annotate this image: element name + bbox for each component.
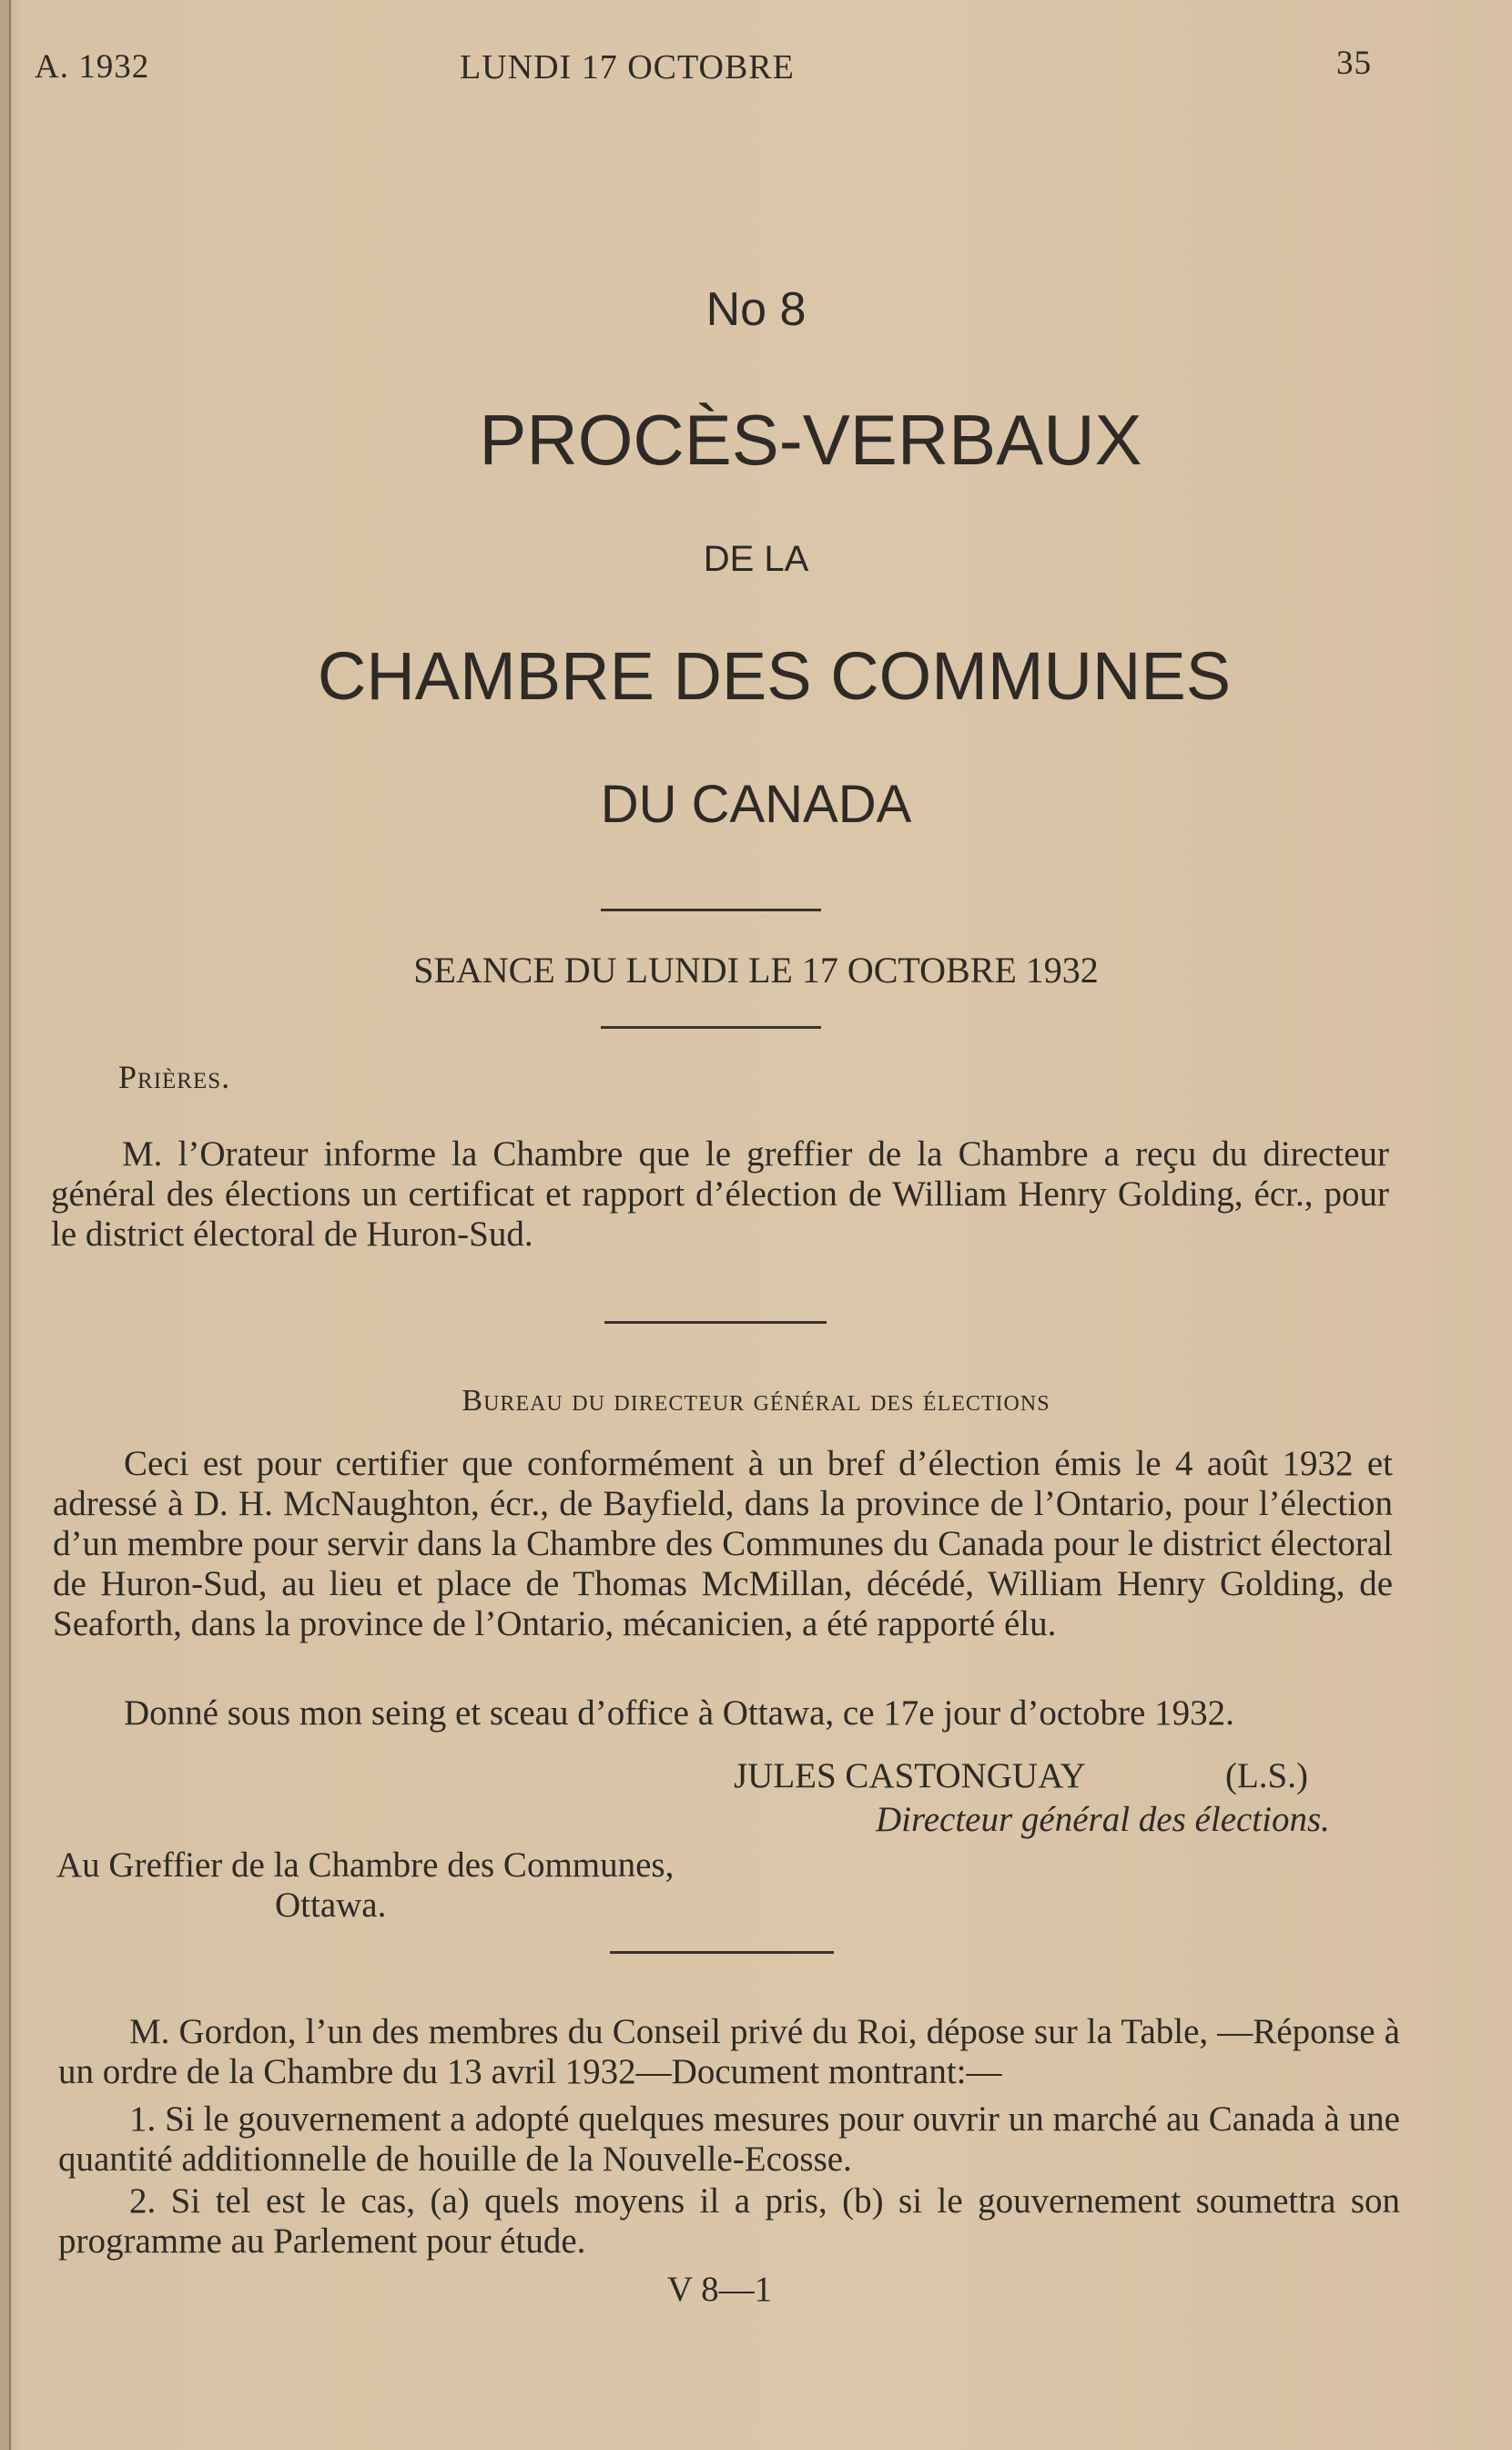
divider-rule (601, 909, 821, 911)
gordon-item-2: 2. Si tel est le cas, (a) quels moyens il a pris, (b) si le gouvernement soumettra son programme au Parlement pour étude. (58, 2181, 1400, 2261)
addressee-city: Ottawa. (275, 1886, 387, 1925)
gordon-item-1: 1. Si le gouvernement a adopté quelques mesures pour ouvrir un marché au Canada à une quantité additionnelle de houille de la Nouvelle-Ecosse. (58, 2099, 1400, 2179)
certificate-body: Ceci est pour certifier que conformément à un bref d’élection émis le 4 août 1932 et adressé à D. H. McNaughton, écr., de Bayfield, dans la province de l’Ontario, pour l’élection d’un membre pour servir dans la Chambre des Communes du Canada pour le district électoral de Huron-Sud, au lieu et place de Thomas McMillan, décédé, William Henry Golding, de Seaforth, dans la province de l’Ontario, mécanicien, a été rapporté élu. (53, 1444, 1393, 1643)
divider-rule (601, 1026, 821, 1029)
divider-rule (610, 1951, 834, 1954)
signature-name: JULES CASTONGUAY (734, 1756, 1086, 1795)
header-year: A. 1932 (35, 48, 150, 86)
speaker-paragraph: M. l’Orateur informe la Chambre que le greffier de la Chambre a reçu du directeur général des élections un certificat et rapport d’élection de William Henry Golding, écr., pour le district électoral de Huron-Sud. (51, 1134, 1389, 1254)
header-date: LUNDI 17 OCTOBRE (460, 48, 795, 86)
addressee-line: Au Greffier de la Chambre des Communes, (56, 1845, 675, 1885)
signature-seal: (L.S.) (1225, 1756, 1308, 1795)
certificate-given: Donné sous mon seing et sceau d’office à Ottawa, ce 17e jour d’octobre 1932. (124, 1693, 1234, 1733)
prayers-heading: Prières. (118, 1059, 231, 1095)
page-spine (0, 0, 11, 2450)
issue-number: No 8 (705, 283, 807, 336)
signature-title: Directeur général des élections. (876, 1800, 1330, 1839)
page-number: 35 (1336, 45, 1372, 82)
session-heading: SEANCE DU LUNDI LE 17 OCTOBRE 1932 (413, 950, 1099, 991)
chamber-title: CHAMBRE DES COMMUNES (317, 638, 1232, 714)
country-title: DU CANADA (600, 775, 912, 834)
certificate-heading: Bureau du directeur général des élections (462, 1384, 1050, 1418)
gordon-paragraph: M. Gordon, l’un des membres du Conseil privé du Roi, dépose sur la Table, —Réponse à un ordre de la Chambre du 13 avril 1932—Document montrant:— (58, 2012, 1400, 2091)
title-de-la: DE LA (703, 539, 809, 579)
page-title: PROCÈS-VERBAUX (479, 400, 1142, 480)
divider-rule (604, 1321, 827, 1324)
signature-mark: V 8—1 (666, 2270, 773, 2309)
